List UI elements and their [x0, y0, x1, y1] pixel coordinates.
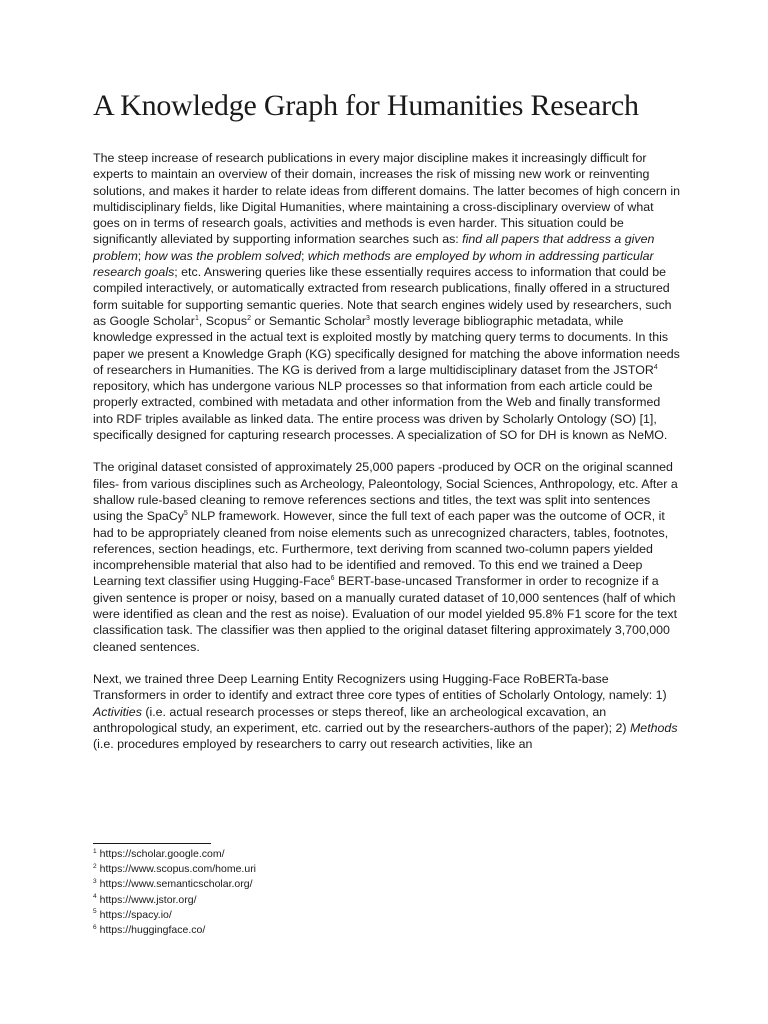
example-query: how was the problem solved: [144, 248, 301, 263]
footnote-ref: 3: [366, 314, 370, 322]
text-segment: Next, we trained three Deep Learning Entity Recognizers using Hugging-Face RoBERTa-base Transformers in order to identify and extract three core types of entities of Scholarly Ontology, namely: 1): [93, 671, 667, 703]
footnote-ref: 1: [194, 314, 199, 322]
footnote: [93, 847, 256, 862]
footnote: [93, 893, 256, 908]
footnote-url: https://www.scopus.com/home.uri: [99, 863, 257, 876]
footnote-number: 6: [93, 923, 97, 931]
paragraph-introduction: [93, 150, 683, 443]
footnote: [93, 862, 256, 877]
footnote-url: https://scholar.google.com/: [99, 848, 225, 860]
text-segment: (i.e. procedures employed by researchers to carry out research activities, like an: [93, 737, 533, 752]
paragraph-dataset: [93, 459, 683, 655]
footnote-number: 4: [93, 893, 97, 901]
footnote-ref: 2: [247, 314, 251, 322]
footnote-number: 3: [93, 877, 97, 885]
text-segment: BERT-base-uncased Transformer in order to recognize if a given sentence is proper or noisy, based on a manually curated dataset of 10,000 sentences (half of which were identified as clean and the rest as noise). Evaluation of our model yielded 95.8% F1 score for the text classification task. The classifier was then applied to the original dataset filtering approximately 3,700,000 cleaned sentences.: [93, 574, 678, 654]
text-segment: The original dataset consisted of approximately 25,000 papers -produced by OCR on the original scanned files- from various disciplines such as Archeology, Paleontology, Social Sciences, Anthropology, etc. After a shallow rule-based cleaning to remove references sections and titles, the text was split into sentences using the SpaCy: [93, 460, 678, 524]
text-segment: ; etc. Answering queries like these essentially requires access to information that could be compiled interactively, or automatically extracted from research publications, finally offered in a structured form suitable for supporting semantic queries. Note that search engines widely used by researchers, such as Google Scholar: [93, 265, 672, 328]
footnote-separator: [93, 843, 211, 844]
example-query: which methods are employed by whom in addressing particular research goals: [93, 248, 654, 280]
footnote: [93, 877, 256, 892]
text-segment: or Semantic Scholar: [250, 313, 366, 328]
page-title: A Knowledge Graph for Humanities Research: [93, 89, 639, 122]
text-segment: , Scopus: [198, 313, 248, 328]
footnote-ref: 4: [653, 363, 658, 371]
text-segment: ;: [137, 248, 145, 263]
footnote: [93, 908, 256, 923]
paragraph-entity-recognition: [93, 671, 683, 752]
text-segment: ;: [301, 248, 308, 263]
text-segment: The steep increase of research publications in every major discipline makes it increasingly difficult for experts to maintain an overview of their domain, increases the risk of missing new work or reinventing solutions, and makes it harder to relate ideas from different domains. The latter becomes of high concern in multidisciplinary fields, like Digital Humanities, where maintaining a cross-disciplinary overview of what goes on in terms of research goals, activities and methods is even harder. This situation could be significantly alleviated by supporting information searches such as:: [93, 151, 681, 247]
footnote-url: https://www.semanticscholar.org/: [99, 878, 253, 891]
text-segment: (i.e. actual research processes or steps thereof, like an archeological excavation, an anthropological study, an experiment, etc. carried out by the researchers-authors of the paper); 2): [93, 704, 630, 735]
entity-type: Methods: [629, 720, 678, 735]
text-segment: NLP framework. However, since the full text of each paper was the outcome of OCR, it had to be appropriately cleaned from noise elements such as unrecognized characters, tables, footnotes, references, section headings, etc. Furthermore, text deriving from scanned two-column papers yielded incomprehensible material that also had to be identified and removed. To this end we trained a Deep Learning text classifier using Hugging-Face: [93, 509, 669, 589]
text-segment: mostly leverage bibliographic metadata, while knowledge expressed in the actual text is exploited mostly by matching query terms to documents. In this paper we present a Knowledge Graph (KG) specifically designed for matching the above information needs of researchers in Humanities. The KG is derived from a large multidisciplinary dataset from the JSTOR: [93, 313, 680, 377]
example-query: find all papers that address a given problem: [93, 232, 655, 263]
footnote-number: 1: [93, 847, 97, 855]
footnote-number: 2: [93, 862, 97, 870]
footnote-number: 5: [93, 908, 97, 916]
entity-type: Activities: [93, 704, 142, 719]
paper-body: [93, 88, 683, 768]
footnote-url: https://huggingface.co/: [99, 924, 206, 937]
footnotes: [93, 847, 256, 938]
footnote: [93, 923, 256, 938]
footnote-url: https://www.jstor.org/: [99, 893, 197, 906]
text-segment: repository, which has undergone various NLP processes so that information from each article could be properly extracted, combined with metadata and other information from the Web and finally transformed into RDF triples available as linked data. The entire process was driven by Scholarly Ontology (SO) [1], specifically designed for capturing research processes. A specialization of SO for DH is known as NeMO.: [93, 379, 668, 443]
footnote-ref: 6: [330, 575, 335, 583]
footnote-url: https://spacy.io/: [99, 908, 172, 921]
footnote-ref: 5: [183, 510, 188, 518]
